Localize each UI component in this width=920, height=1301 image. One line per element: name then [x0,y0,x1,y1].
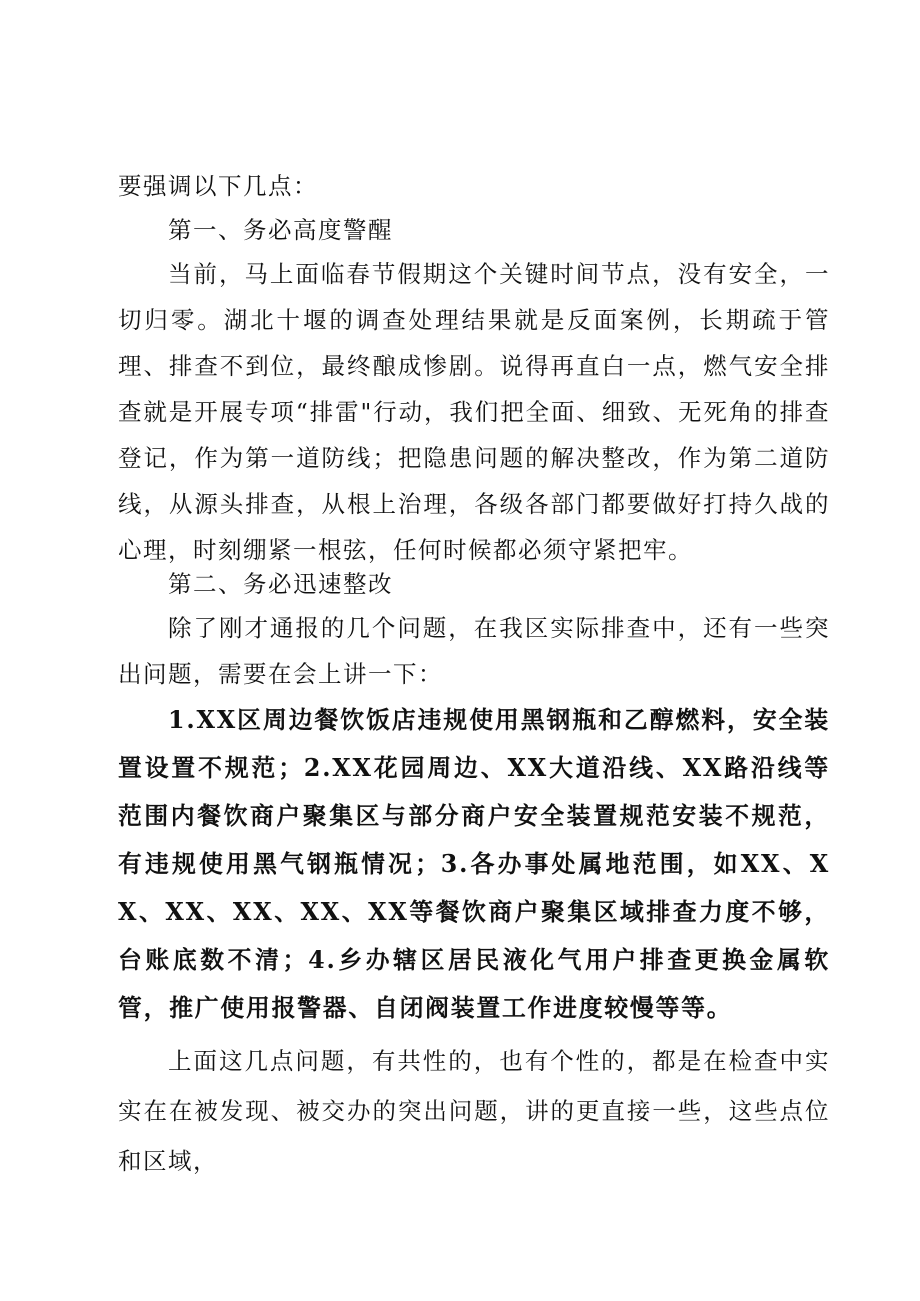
paragraph-vigilance: 当前，马上面临春节假期这个关键时间节点，没有安全，一切归零。湖北十堰的调查处理结果就是反面案例，长期疏于管理、排查不到位，最终酿成惨剧。说得再直白一点，燃气安全排查就是开展专项“排雷"行动，我们把全面、细致、无死角的排查登记，作为第一道防线；把隐患问题的解决整改，作为第二道防线，从源头排查，从根上治理，各级各部门都要做好打持久战的心理，时刻绷紧一根弦，任何时候都必须守紧把牢。 [118,260,830,564]
paragraph-issues-intro: 除了刚才通报的几个问题，在我区实际排查中，还有一些突出问题，需要在会上讲一下： [118,614,830,688]
section-heading-first: 第一、务必高度警醒 [168,216,393,244]
paragraph-issues-list: 1.XX区周边餐饮饭店违规使用黑钢瓶和乙醇燃料，安全装置设置不规范；2.XX花园周边、XX大道沿线、XX路沿线等范围内餐饮商户聚集区与部分商户安全装置规范安装不规范，有违规使用黑气钢瓶情况；3.各办事处属地范围，如XX、XX、XX、XX、XX、XX等餐饮商户聚集区域排查力度不够，台账底数不清；4.乡办辖区居民液化气用户排查更换金属软管，推广使用报警器、自闭阀装置工作进度较慢等等。 [118,706,830,1022]
section-heading-second: 第二、务必迅速整改 [168,570,393,598]
paragraph-summary: 上面这几点问题，有共性的，也有个性的，都是在检查中实实在在被发现、被交办的突出问题，讲的更直接一些，这些点位和区域， [118,1047,830,1175]
intro-line: 要强调以下几点： [118,172,318,200]
